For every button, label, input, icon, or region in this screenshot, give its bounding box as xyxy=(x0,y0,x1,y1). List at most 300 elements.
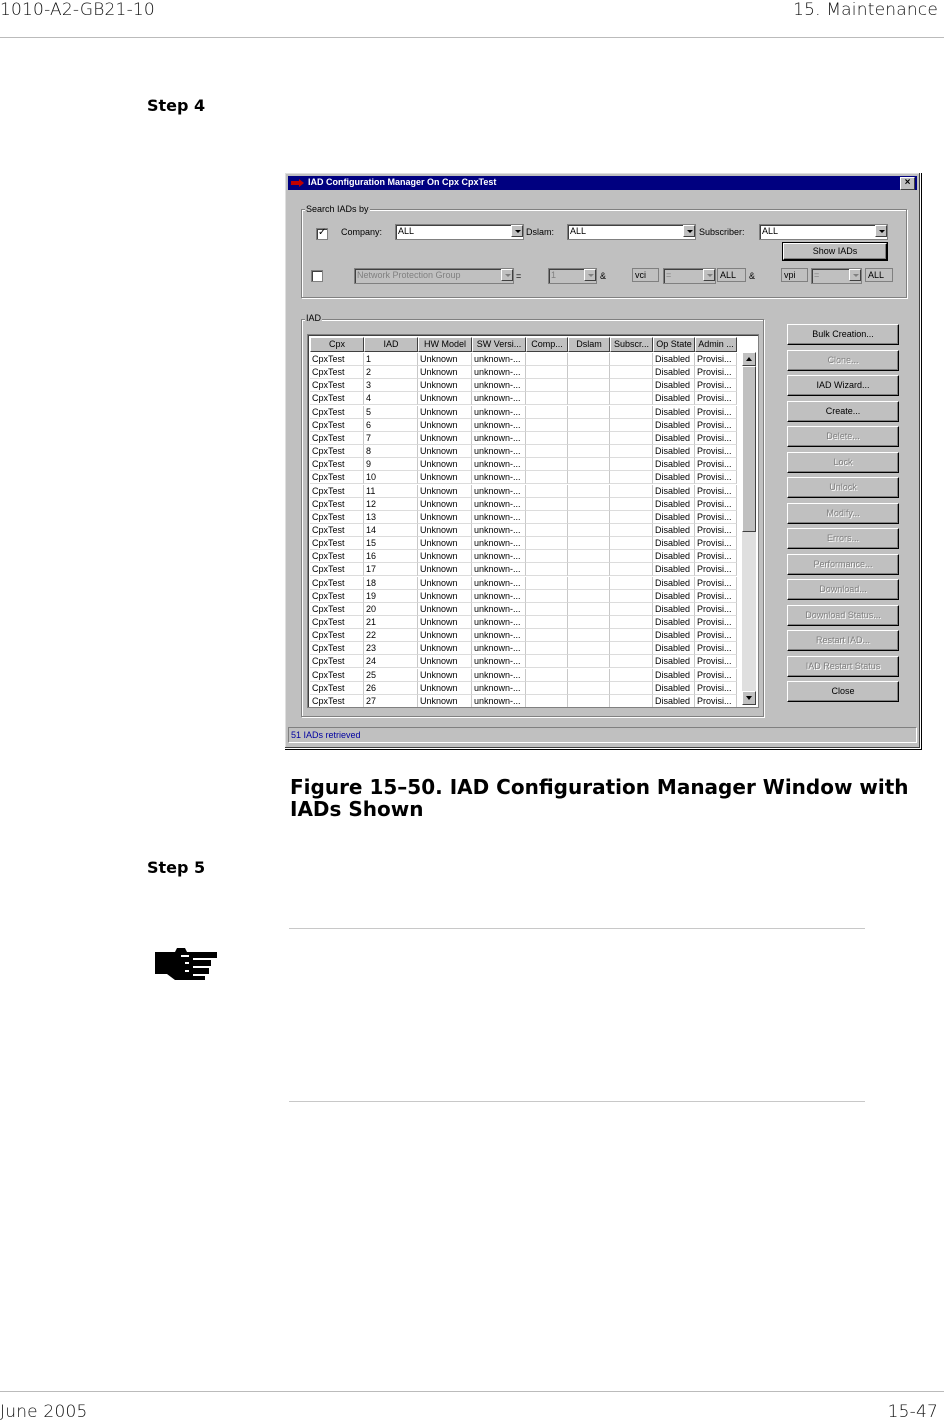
subscriber-label: Subscriber: xyxy=(699,227,745,237)
subscriber-value: ALL xyxy=(762,226,779,236)
cell-sw-version: unknown-... xyxy=(472,353,526,366)
cell-cpx: CpxTest xyxy=(310,353,364,366)
table-row[interactable] xyxy=(310,537,740,550)
lock-button[interactable]: Lock xyxy=(787,452,899,473)
table-row[interactable] xyxy=(310,524,740,537)
cell-iad: 24 xyxy=(364,655,418,668)
cell-sw-version: unknown-... xyxy=(472,642,526,655)
note-bottom-rule xyxy=(289,1101,865,1102)
cell-hw-model: Unknown xyxy=(418,419,472,432)
cell-subscriber xyxy=(610,524,653,537)
cell-hw-model: Unknown xyxy=(418,629,472,642)
cell-op-state: Disabled xyxy=(653,445,695,458)
cell-dslam xyxy=(568,458,610,471)
cell-op-state: Disabled xyxy=(653,629,695,642)
column-header-op-state[interactable]: Op State xyxy=(653,337,695,352)
cell-sw-version: unknown-... xyxy=(472,458,526,471)
cell-company xyxy=(526,419,568,432)
cell-company xyxy=(526,432,568,445)
cell-hw-model: Unknown xyxy=(418,432,472,445)
cell-iad: 20 xyxy=(364,603,418,616)
cell-iad: 2 xyxy=(364,366,418,379)
table-row[interactable] xyxy=(310,353,740,366)
cell-company xyxy=(526,498,568,511)
download-status-button[interactable]: Download Status... xyxy=(787,605,899,626)
table-row[interactable] xyxy=(310,392,740,405)
cell-admin-state: Provisi... xyxy=(695,406,737,419)
cell-op-state: Disabled xyxy=(653,695,695,708)
cell-cpx: CpxTest xyxy=(310,563,364,576)
page-number: 15-47 xyxy=(887,1402,938,1422)
npg-checkbox[interactable] xyxy=(311,270,323,282)
cell-subscriber xyxy=(610,550,653,563)
cell-cpx: CpxTest xyxy=(310,392,364,405)
cell-company xyxy=(526,669,568,682)
cell-cpx: CpxTest xyxy=(310,616,364,629)
npg-select[interactable] xyxy=(354,268,514,284)
cell-company xyxy=(526,353,568,366)
vci-field[interactable] xyxy=(632,268,659,282)
cell-iad: 19 xyxy=(364,590,418,603)
cell-company xyxy=(526,511,568,524)
dslam-label: Dslam: xyxy=(526,227,555,237)
cell-iad: 16 xyxy=(364,550,418,563)
cell-op-state: Disabled xyxy=(653,485,695,498)
show-iads-button[interactable]: Show IADs xyxy=(783,243,887,260)
cell-cpx: CpxTest xyxy=(310,629,364,642)
cell-sw-version: unknown-... xyxy=(472,419,526,432)
table-row[interactable] xyxy=(310,366,740,379)
cell-company xyxy=(526,366,568,379)
ampersand-1: & xyxy=(600,271,607,281)
cell-hw-model: Unknown xyxy=(418,695,472,708)
dslam-select[interactable] xyxy=(567,224,696,240)
vpi-field[interactable] xyxy=(781,268,808,282)
cell-admin-state: Provisi... xyxy=(695,669,737,682)
clone-button[interactable]: Clone... xyxy=(787,350,899,371)
cell-hw-model: Unknown xyxy=(418,603,472,616)
table-row[interactable] xyxy=(310,642,740,655)
cell-subscriber xyxy=(610,392,653,405)
table-row[interactable] xyxy=(310,485,740,498)
delete-button[interactable]: Delete... xyxy=(787,426,899,447)
cell-company xyxy=(526,603,568,616)
cell-cpx: CpxTest xyxy=(310,603,364,616)
cell-cpx: CpxTest xyxy=(310,406,364,419)
caption-line-1: Figure 15–50. IAD Configuration Manager Window with xyxy=(290,775,909,799)
cell-dslam xyxy=(568,392,610,405)
equals-sign-1: = xyxy=(516,271,522,281)
cell-dslam xyxy=(568,537,610,550)
publication-date: June 2005 xyxy=(0,1402,88,1422)
dropdown-arrow-icon[interactable] xyxy=(875,225,887,237)
cell-company xyxy=(526,563,568,576)
cell-admin-state: Provisi... xyxy=(695,590,737,603)
cell-company xyxy=(526,379,568,392)
cell-admin-state: Provisi... xyxy=(695,550,737,563)
restart-iad-button[interactable]: Restart IAD... xyxy=(787,630,899,651)
cell-cpx: CpxTest xyxy=(310,366,364,379)
cell-admin-state: Provisi... xyxy=(695,419,737,432)
cell-dslam xyxy=(568,563,610,576)
cell-cpx: CpxTest xyxy=(310,485,364,498)
cell-admin-state: Provisi... xyxy=(695,563,737,576)
column-header-dslam[interactable]: Dslam xyxy=(568,337,610,352)
check-mark-icon: ✓ xyxy=(318,227,327,238)
table-row[interactable] xyxy=(310,406,740,419)
title-bar[interactable] xyxy=(288,176,917,190)
cell-admin-state: Provisi... xyxy=(695,432,737,445)
dropdown-arrow-icon[interactable] xyxy=(511,225,523,237)
cell-iad: 27 xyxy=(364,695,418,708)
cell-hw-model: Unknown xyxy=(418,458,472,471)
vpi-all-value: ALL xyxy=(868,270,885,280)
column-header-admin-state[interactable]: Admin ... xyxy=(695,337,737,352)
table-row[interactable] xyxy=(310,563,740,576)
dropdown-arrow-icon[interactable] xyxy=(683,225,695,237)
cell-sw-version: unknown-... xyxy=(472,629,526,642)
cell-admin-state: Provisi... xyxy=(695,695,737,708)
cell-subscriber xyxy=(610,432,653,445)
cell-cpx: CpxTest xyxy=(310,577,364,590)
company-value: ALL xyxy=(398,226,415,236)
cell-hw-model: Unknown xyxy=(418,366,472,379)
cell-cpx: CpxTest xyxy=(310,682,364,695)
cell-sw-version: unknown-... xyxy=(472,550,526,563)
cell-iad: 12 xyxy=(364,498,418,511)
cell-dslam xyxy=(568,603,610,616)
cell-iad: 8 xyxy=(364,445,418,458)
table-row[interactable] xyxy=(310,616,740,629)
cell-iad: 15 xyxy=(364,537,418,550)
table-row[interactable] xyxy=(310,603,740,616)
cell-dslam xyxy=(568,419,610,432)
table-row[interactable] xyxy=(310,498,740,511)
cell-op-state: Disabled xyxy=(653,669,695,682)
cell-dslam xyxy=(568,590,610,603)
vpi-operator-value: = xyxy=(814,270,820,280)
cell-hw-model: Unknown xyxy=(418,577,472,590)
cell-admin-state: Provisi... xyxy=(695,498,737,511)
errors-button[interactable]: Errors... xyxy=(787,528,899,549)
cell-company xyxy=(526,524,568,537)
cell-sw-version: unknown-... xyxy=(472,498,526,511)
cell-iad: 23 xyxy=(364,642,418,655)
cell-cpx: CpxTest xyxy=(310,669,364,682)
vpi-value-field[interactable] xyxy=(865,268,893,282)
create-button[interactable]: Create... xyxy=(787,401,899,422)
header-rule xyxy=(0,37,944,38)
cell-op-state: Disabled xyxy=(653,524,695,537)
vci-operator-value: = xyxy=(666,270,672,280)
cell-subscriber xyxy=(610,577,653,590)
cell-dslam xyxy=(568,406,610,419)
cell-hw-model: Unknown xyxy=(418,379,472,392)
cell-cpx: CpxTest xyxy=(310,419,364,432)
cell-cpx: CpxTest xyxy=(310,458,364,471)
cell-sw-version: unknown-... xyxy=(472,379,526,392)
cell-dslam xyxy=(568,577,610,590)
cell-subscriber xyxy=(610,366,653,379)
table-row[interactable] xyxy=(310,458,740,471)
cell-admin-state: Provisi... xyxy=(695,629,737,642)
cell-hw-model: Unknown xyxy=(418,550,472,563)
cell-sw-version: unknown-... xyxy=(472,695,526,708)
table-row[interactable] xyxy=(310,655,740,668)
figure-caption xyxy=(290,776,909,820)
cell-hw-model: Unknown xyxy=(418,669,472,682)
cell-cpx: CpxTest xyxy=(310,642,364,655)
cell-iad: 21 xyxy=(364,616,418,629)
cell-admin-state: Provisi... xyxy=(695,458,737,471)
cell-iad: 22 xyxy=(364,629,418,642)
cell-subscriber xyxy=(610,511,653,524)
cell-iad: 7 xyxy=(364,432,418,445)
cell-cpx: CpxTest xyxy=(310,498,364,511)
scroll-down-icon[interactable] xyxy=(742,691,756,705)
cell-company xyxy=(526,577,568,590)
cell-op-state: Disabled xyxy=(653,642,695,655)
bulk-creation-button[interactable]: Bulk Creation... xyxy=(787,324,899,345)
cell-sw-version: unknown-... xyxy=(472,366,526,379)
close-button[interactable]: Close xyxy=(787,681,899,702)
cell-admin-state: Provisi... xyxy=(695,379,737,392)
cell-subscriber xyxy=(610,353,653,366)
cell-op-state: Disabled xyxy=(653,379,695,392)
cell-cpx: CpxTest xyxy=(310,379,364,392)
table-row[interactable] xyxy=(310,629,740,642)
cell-dslam xyxy=(568,616,610,629)
cell-hw-model: Unknown xyxy=(418,445,472,458)
iad-config-manager-window xyxy=(284,172,921,749)
footer-rule xyxy=(0,1391,944,1392)
cell-company xyxy=(526,629,568,642)
table-row[interactable] xyxy=(310,695,740,708)
iad-group-label: IAD xyxy=(306,313,322,323)
caption-line-2: IADs Shown xyxy=(290,797,424,821)
cell-cpx: CpxTest xyxy=(310,695,364,708)
cell-sw-version: unknown-... xyxy=(472,511,526,524)
cell-iad: 11 xyxy=(364,485,418,498)
cell-iad: 6 xyxy=(364,419,418,432)
iad-table[interactable] xyxy=(307,334,759,708)
cell-sw-version: unknown-... xyxy=(472,682,526,695)
iad-wizard-button[interactable]: IAD Wizard... xyxy=(787,375,899,396)
cell-dslam xyxy=(568,695,610,708)
cell-company xyxy=(526,485,568,498)
table-row[interactable] xyxy=(310,445,740,458)
cell-company xyxy=(526,537,568,550)
iad-restart-status-button[interactable]: IAD Restart Status xyxy=(787,656,899,677)
cell-subscriber xyxy=(610,406,653,419)
cell-dslam xyxy=(568,550,610,563)
cell-admin-state: Provisi... xyxy=(695,577,737,590)
cell-dslam xyxy=(568,669,610,682)
column-header-cpx[interactable]: Cpx xyxy=(310,337,364,352)
cell-subscriber xyxy=(610,695,653,708)
cell-op-state: Disabled xyxy=(653,577,695,590)
cell-sw-version: unknown-... xyxy=(472,655,526,668)
cell-hw-model: Unknown xyxy=(418,563,472,576)
table-row[interactable] xyxy=(310,432,740,445)
table-row[interactable] xyxy=(310,379,740,392)
cell-company xyxy=(526,550,568,563)
cell-admin-state: Provisi... xyxy=(695,445,737,458)
cell-admin-state: Provisi... xyxy=(695,616,737,629)
table-row[interactable] xyxy=(310,471,740,484)
status-bar xyxy=(288,727,917,743)
cell-iad: 3 xyxy=(364,379,418,392)
dropdown-arrow-icon[interactable] xyxy=(849,269,861,281)
cell-op-state: Disabled xyxy=(653,511,695,524)
cell-subscriber xyxy=(610,445,653,458)
cell-subscriber xyxy=(610,629,653,642)
cell-subscriber xyxy=(610,642,653,655)
scroll-thumb[interactable] xyxy=(742,366,756,532)
cell-op-state: Disabled xyxy=(653,498,695,511)
cell-sw-version: unknown-... xyxy=(472,616,526,629)
cell-company xyxy=(526,458,568,471)
cell-hw-model: Unknown xyxy=(418,616,472,629)
cell-op-state: Disabled xyxy=(653,419,695,432)
vpi-label: vpi xyxy=(784,270,796,280)
cell-company xyxy=(526,445,568,458)
table-row[interactable] xyxy=(310,419,740,432)
cell-iad: 25 xyxy=(364,669,418,682)
cell-hw-model: Unknown xyxy=(418,511,472,524)
cell-iad: 14 xyxy=(364,524,418,537)
cell-company xyxy=(526,471,568,484)
cell-sw-version: unknown-... xyxy=(472,471,526,484)
cell-hw-model: Unknown xyxy=(418,655,472,668)
cell-company xyxy=(526,695,568,708)
table-row[interactable] xyxy=(310,577,740,590)
table-row[interactable] xyxy=(310,590,740,603)
table-row[interactable] xyxy=(310,550,740,563)
cell-hw-model: Unknown xyxy=(418,406,472,419)
column-header-company[interactable]: Comp... xyxy=(526,337,568,352)
table-row[interactable] xyxy=(310,669,740,682)
cell-dslam xyxy=(568,379,610,392)
step-5-label: Step 5 xyxy=(147,858,206,877)
cell-cpx: CpxTest xyxy=(310,445,364,458)
cell-hw-model: Unknown xyxy=(418,642,472,655)
scroll-up-icon[interactable] xyxy=(742,352,756,366)
cell-sw-version: unknown-... xyxy=(472,603,526,616)
modify-button[interactable]: Modify... xyxy=(787,503,899,524)
cell-dslam xyxy=(568,642,610,655)
cell-op-state: Disabled xyxy=(653,471,695,484)
cell-op-state: Disabled xyxy=(653,616,695,629)
cell-op-state: Disabled xyxy=(653,353,695,366)
column-header-hw-model[interactable]: HW Model xyxy=(418,337,472,352)
cell-iad: 9 xyxy=(364,458,418,471)
cell-sw-version: unknown-... xyxy=(472,524,526,537)
field-1-select[interactable] xyxy=(548,268,597,284)
cell-hw-model: Unknown xyxy=(418,498,472,511)
cell-sw-version: unknown-... xyxy=(472,445,526,458)
cell-iad: 13 xyxy=(364,511,418,524)
cell-hw-model: Unknown xyxy=(418,392,472,405)
vci-label: vci xyxy=(635,270,646,280)
cell-subscriber xyxy=(610,590,653,603)
cell-company xyxy=(526,590,568,603)
table-row[interactable] xyxy=(310,511,740,524)
cell-hw-model: Unknown xyxy=(418,682,472,695)
company-select[interactable] xyxy=(395,224,524,240)
cell-cpx: CpxTest xyxy=(310,511,364,524)
cell-cpx: CpxTest xyxy=(310,537,364,550)
cell-op-state: Disabled xyxy=(653,406,695,419)
column-header-subscriber[interactable]: Subscr... xyxy=(610,337,653,352)
column-header-iad[interactable]: IAD xyxy=(364,337,418,352)
dropdown-arrow-icon[interactable] xyxy=(584,269,596,281)
unlock-button[interactable]: Unlock xyxy=(787,477,899,498)
download-button[interactable]: Download... xyxy=(787,579,899,600)
column-header-sw-version[interactable]: SW Versi... xyxy=(472,337,526,352)
cell-dslam xyxy=(568,445,610,458)
status-text: 51 IADs retrieved xyxy=(291,730,361,740)
cell-dslam xyxy=(568,353,610,366)
cell-subscriber xyxy=(610,471,653,484)
cell-dslam xyxy=(568,498,610,511)
cell-admin-state: Provisi... xyxy=(695,366,737,379)
cell-dslam xyxy=(568,432,610,445)
dropdown-arrow-icon[interactable] xyxy=(501,269,513,281)
table-row[interactable] xyxy=(310,682,740,695)
cell-admin-state: Provisi... xyxy=(695,642,737,655)
subscriber-select[interactable] xyxy=(759,224,888,240)
vci-operator-select[interactable] xyxy=(663,268,716,284)
doc-number: 1010-A2-GB21-10 xyxy=(0,0,155,20)
cell-hw-model: Unknown xyxy=(418,537,472,550)
cell-admin-state: Provisi... xyxy=(695,655,737,668)
cell-sw-version: unknown-... xyxy=(472,485,526,498)
dropdown-arrow-icon[interactable] xyxy=(703,269,715,281)
cell-op-state: Disabled xyxy=(653,432,695,445)
cell-dslam xyxy=(568,524,610,537)
npg-value: Network Protection Group xyxy=(357,270,461,280)
vci-value-field[interactable] xyxy=(717,268,746,282)
vpi-operator-select[interactable] xyxy=(811,268,862,284)
chapter-title: 15. Maintenance xyxy=(793,0,938,20)
cell-dslam xyxy=(568,682,610,695)
cell-subscriber xyxy=(610,655,653,668)
cell-subscriber xyxy=(610,537,653,550)
cell-dslam xyxy=(568,366,610,379)
cell-subscriber xyxy=(610,485,653,498)
cell-subscriber xyxy=(610,458,653,471)
search-checkbox[interactable] xyxy=(316,228,328,240)
cell-company xyxy=(526,406,568,419)
ampersand-2: & xyxy=(749,271,756,281)
cell-cpx: CpxTest xyxy=(310,471,364,484)
cell-admin-state: Provisi... xyxy=(695,485,737,498)
cell-subscriber xyxy=(610,682,653,695)
cell-admin-state: Provisi... xyxy=(695,682,737,695)
cell-cpx: CpxTest xyxy=(310,655,364,668)
cell-op-state: Disabled xyxy=(653,590,695,603)
vci-all-value: ALL xyxy=(720,270,737,280)
cell-sw-version: unknown-... xyxy=(472,406,526,419)
cell-admin-state: Provisi... xyxy=(695,603,737,616)
vertical-scrollbar[interactable] xyxy=(742,352,756,705)
cell-dslam xyxy=(568,511,610,524)
cell-hw-model: Unknown xyxy=(418,353,472,366)
performance-button[interactable]: Performance... xyxy=(787,554,899,575)
cell-sw-version: unknown-... xyxy=(472,392,526,405)
close-window-button[interactable]: × xyxy=(900,177,915,190)
